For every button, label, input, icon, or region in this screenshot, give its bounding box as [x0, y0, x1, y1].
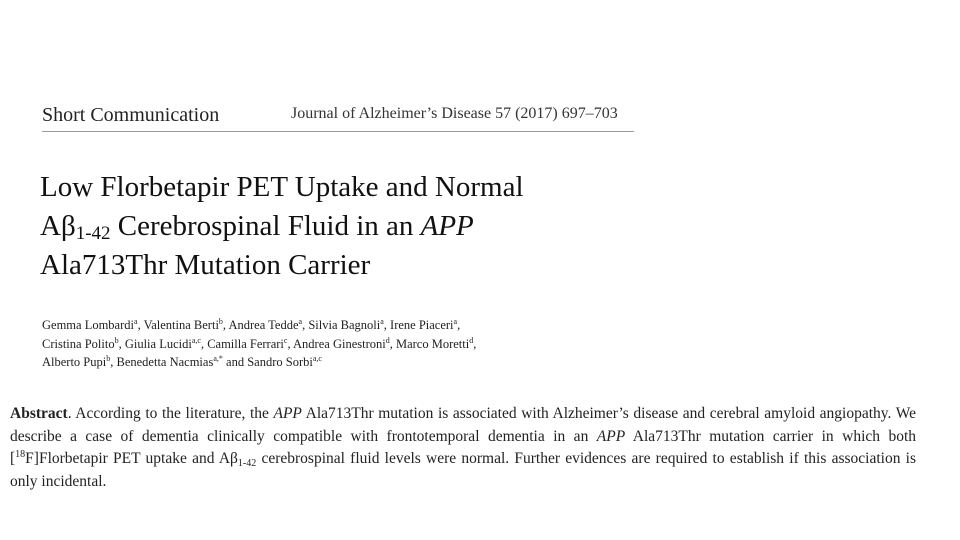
author-separator: , [110, 355, 117, 369]
title-line-2 [40, 207, 640, 246]
author-separator: , [137, 318, 144, 332]
author-affiliation: b [106, 354, 111, 363]
abstract-text-1: . According to the literature, the [67, 405, 274, 422]
author-affiliation: a [134, 317, 138, 326]
abstract-gene-1: APP [273, 405, 302, 422]
author-separator: , [473, 336, 477, 351]
header-divider [42, 131, 634, 132]
title-csf-text: Cerebrospinal Fluid in an [110, 210, 421, 242]
abstract-abeta-subscript: 1-42 [237, 458, 257, 469]
abstract-gene-2: APP [596, 427, 626, 445]
author-name: Marco Moretti [395, 336, 470, 351]
abstract-text-2: Ala713Thr mutation is associated with Alzheimer’s disease and cerebral amyloid angiopathy. We describe a case of dementia clinically compatible with frontotemporal dementia in an [10, 405, 916, 445]
author-name: Benedetta Nacmias [116, 355, 214, 369]
author-name: Cristina Polito [42, 336, 115, 351]
author-separator: , [287, 336, 294, 351]
abstract [10, 403, 916, 493]
author-separator: , [389, 336, 396, 351]
author-affiliation: a,* [213, 354, 223, 363]
author-affiliation: b [218, 317, 223, 326]
abstract-label: Abstract [10, 405, 68, 422]
author-affiliation: d [385, 335, 390, 345]
author-affiliation: b [114, 335, 119, 345]
title-line-3: Ala713Thr Mutation Carrier [40, 249, 371, 281]
author-separator: , [222, 318, 229, 332]
author-affiliation: c [283, 335, 288, 345]
author-name: Valentina Berti [143, 318, 219, 332]
author-name: Sandro Sorbi [247, 355, 313, 369]
author-affiliation: a,c [312, 354, 322, 363]
title-abeta-subscript: 1-42 [75, 223, 111, 244]
author-name: Andrea Ginestroni [293, 336, 386, 351]
title-gene: APP [420, 210, 474, 242]
author-affiliation: d [469, 335, 474, 345]
article-title [40, 168, 640, 285]
author-name: Camilla Ferrari [207, 336, 284, 351]
author-affiliation: a [380, 317, 384, 326]
author-affiliation: a [298, 317, 303, 326]
author-name: Irene Piaceri [390, 318, 454, 332]
author-name: Giulia Lucidi [124, 336, 192, 351]
journal-citation: Journal of Alzheimer’s Disease 57 (2017) 697–703 [291, 105, 618, 122]
author-separator: , [200, 336, 208, 351]
author-affiliation: a [453, 317, 458, 326]
article-header [42, 104, 634, 132]
author-list [42, 316, 602, 372]
author-separator: , [302, 318, 309, 332]
section-label: Short Communication [42, 104, 220, 126]
title-abeta: Aβ [40, 210, 76, 242]
author-name: Gemma Lombardi [42, 318, 134, 332]
author-name: Silvia Bagnoli [308, 318, 381, 332]
abstract-text-5: cerebrospinal fluid levels were normal. Further evidences are required to establish if this association is only incidental. [10, 450, 916, 490]
author-affiliation: a,c [191, 335, 201, 345]
author-separator: , [457, 318, 461, 332]
author-separator: and [222, 355, 248, 369]
abstract-text-3: Ala713Thr mutation carrier in which both [ [10, 427, 916, 467]
author-separator: , [118, 336, 125, 351]
title-line-1: Low Florbetapir PET Uptake and Normal [40, 171, 524, 203]
abstract-isotope: 18 [15, 449, 26, 460]
author-name: Alberto Pupi [42, 355, 107, 369]
author-name: Andrea Tedde [228, 318, 299, 332]
author-separator: , [383, 318, 391, 332]
abstract-text-4: F]Florbetapir PET uptake and Aβ [25, 450, 238, 467]
